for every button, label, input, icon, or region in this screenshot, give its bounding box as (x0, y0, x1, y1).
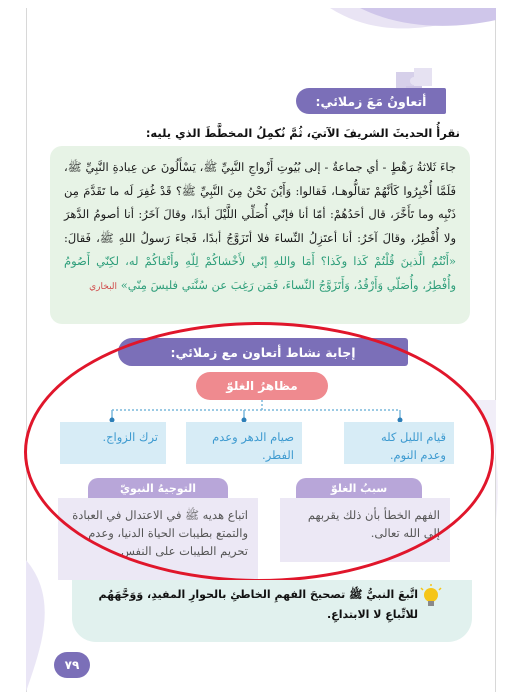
manifestation-card-1: قيام الليل كله وعدم النوم. (344, 422, 454, 464)
section-title: أتعاونُ مَعَ زملائي: (296, 88, 446, 114)
tip-text: اتَّبعَ النبيُّ ﷺ تصحيحَ الفهمِ الخاطئِ بالحوارِ المفيدِ، وَوَجَّهَهُم للاتِّباعِ لا الابتداعِ. (98, 588, 418, 621)
hadith-source: البخاري (89, 281, 118, 292)
cause-heading: سببُ الغلوّ (296, 478, 422, 498)
hadith-box (50, 146, 470, 324)
guidance-box: اتباع هديه ﷺ في الاعتدال في العبادة والتمتع بطيبات الحياة الدنيا، وعدم تحريم الطيبات على النفس. (58, 498, 258, 580)
page-number: ٧٩ (54, 652, 90, 678)
cause-box: الفهم الخطأ بأن ذلك يقربهم إلى الله تعالى. (280, 498, 450, 562)
hadith-text: جاءَ ثَلاثةُ رَهْطٍ - أي جماعةٌ - إلى بُيُوتِ أَزْواجِ النَّبِيِّ ﷺ، يَسْأَلُونَ عن عِبادةِ النَّبِيِّ ﷺ، فَلَمَّا أُخْبِرُوا كَأنَّهُمْ تَقالُّوهـا، فَقالوا: وَأَيْنَ نَحْنُ مِنَ النَّبِيِّ ﷺ؟ قَدْ غُفِرَ لَه ما تَقَدَّمَ مِن ذَنْبِه وما تَأَخَّرَ، قال أحَدُهُمْ: أمّا أنا فإنّي أُصَلِّي اللَّيْلَ أبدًا، وقالَ آخَرُ: أنا أصومُ الدَّهرَ ولا أُفْطِرُ، وقالَ آخَرُ: أنا أعتَزِلُ النِّساءَ فلا أتَزَوَّجُ أبدًا، فَجاءَ رَسولُ اللهِ ﷺ، فَقالَ: (64, 160, 456, 245)
lightbulb-icon (418, 584, 444, 610)
guidance-heading: التوجيهُ النبويّ (88, 478, 228, 498)
manifestation-card-2: صيام الدهر وعدم الفطر. (186, 422, 302, 464)
activity-header: إجابة نشاط أتعاون مع زملائي: (118, 338, 408, 366)
manifestation-card-3: ترك الزواج. (60, 422, 166, 464)
instruction-text: نقرأُ الحديثَ الشريفَ الآتيَ، ثُمَّ نُكمِلُ المخطَّطَ الذي يليه: (145, 126, 460, 140)
manifestations-pill: مظاهرُ الغلوّ (196, 372, 328, 400)
hadith-quote: «أَنْتُمُ الَّذينَ قُلْتُمْ كَذا وكَذا؟ أَمَا واللهِ إنّي لأَخْشاكُمْ لِلّهِ وأَتْقاكُمْ له، لكِنّي أَصُومُ وأُفْطِرُ، وأُصَلّي وَأَرْقُدُ، وَأَتَزَوَّجُ النِّساءَ، فَمَن رَغِبَ عن سُنَّتي فليسَ مِنّي» (64, 254, 456, 292)
